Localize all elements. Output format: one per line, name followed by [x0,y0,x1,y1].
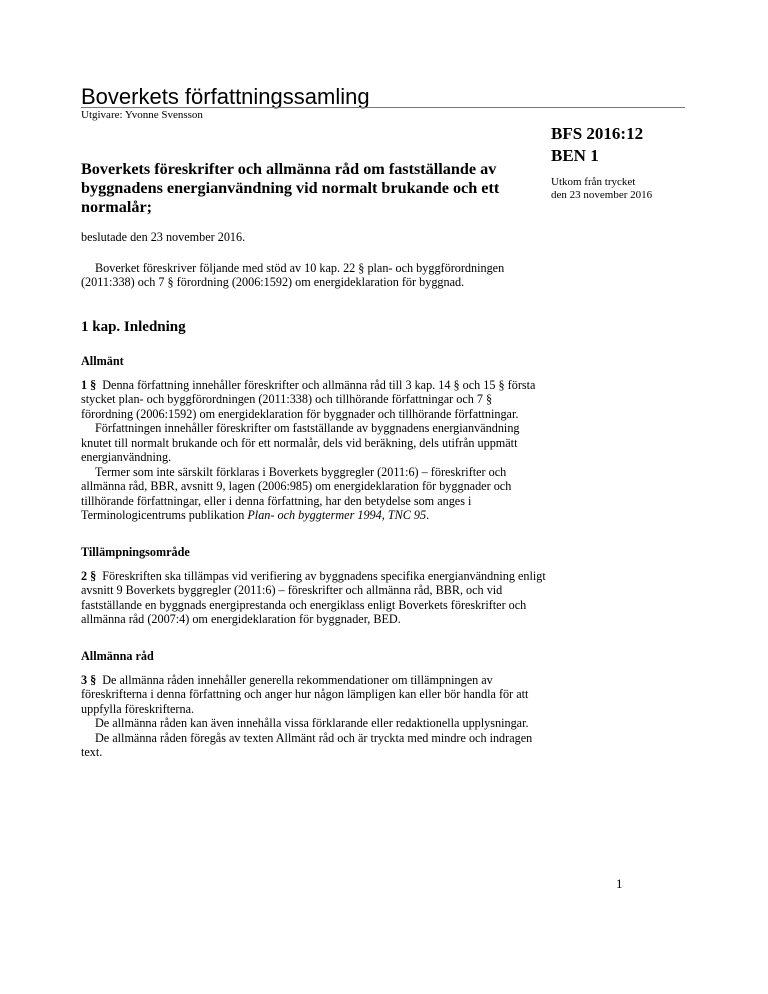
section-number: 1 § [81,377,97,392]
section-3-paragraph-3: De allmänna råden föregås av texten Allmänt råd och är tryckta med mindre och indragen text. [81,730,533,759]
document-title: Boverkets föreskrifter och allmänna råd om fastställande av byggnadens energianvändning vid normalt brukande och ett normalår; [81,160,500,216]
section-text: Föreskriften ska tillämpas vid verifiering av byggnadens specifika energianvändning enligt avsnitt 9 Boverkets byggregler (2011:6) – föreskrifter och allmänna råd, BBR, och vid fastställande en byggnads energiprestanda och energiklass enligt Boverkets föreskrifter och allmänna råd (2007:4) om energideklaration för byggnader, BED. [81,568,546,626]
chapter-heading: 1 kap. Inledning [81,318,186,335]
section-number: 2 § [81,568,97,583]
section-1-paragraph [81,378,546,422]
section-heading-allmanna-rad: Allmänna råd [81,648,154,663]
header-divider [81,107,685,108]
section-text: Termer som inte särskilt förklaras i Boverkets byggregler (2011:6) – föreskrifter och allmänna råd, BBR, avsnitt 9, lagen (2006:985) om energideklaration för byggnader och tillhörande författningar, eller i denna författning, har den betydelse som anges i Terminologicentrums publikation [81,464,512,522]
section-3-paragraph-2: De allmänna råden kan även innehålla vissa förklarande eller redaktionella upplysningar. [95,716,529,730]
section-2-paragraph [81,569,546,627]
section-number: 3 § [81,672,97,687]
section-text-end: . [426,508,430,522]
bfs-number-block [551,123,643,167]
publication-title: Plan- och byggtermer 1994, TNC 95 [247,508,427,522]
publisher-line: Utgivare: Yvonne Svensson [81,109,203,121]
utkom-date: den 23 november 2016 [551,189,653,201]
section-heading-tillampning: Tillämpningsområde [81,544,190,559]
section-text: De allmänna råden innehåller generella rekommendationer om tillämpningen av föreskrifterna i denna författning och anger hur någon lämpligen kan eller bör handla för att uppfylla föreskrifterna. [81,672,529,716]
page-number: 1 [616,876,623,891]
section-3-paragraph [81,673,546,717]
utkom-label: Utkom från trycket [551,176,636,188]
document-body [81,160,546,760]
section-heading-allmant: Allmänt [81,353,124,368]
bfs-number: BFS 2016:12 [551,124,644,143]
decided-line: beslutade den 23 november 2016. [81,230,246,244]
section-1-paragraph-3 [81,465,546,523]
publication-date-block [551,176,652,202]
section-1-paragraph-2: Författningen innehåller föreskrifter om fastställande av byggnadens energianvändning knutet till normalt brukande och för ett normalår, dels vid beräkning, dels utifrån uppmätt energianvändning. [81,421,520,464]
intro-paragraph: Boverket föreskriver följande med stöd av 10 kap. 22 § plan- och byggförordningen (2011:338) och 7 § förordning (2006:1592) om energideklaration för byggnad. [81,260,505,289]
collection-title: Boverkets författningssamling [81,84,370,109]
section-text: Denna författning innehåller föreskrifter och allmänna råd till 3 kap. 14 § och 15 § första stycket plan- och byggförordningen (2011:338) och tillhörande författningar och 7 § förordning (2006:1592) om energideklaration för byggnader och tillhörande författningar. [81,377,536,421]
ben-number: BEN 1 [551,146,599,165]
